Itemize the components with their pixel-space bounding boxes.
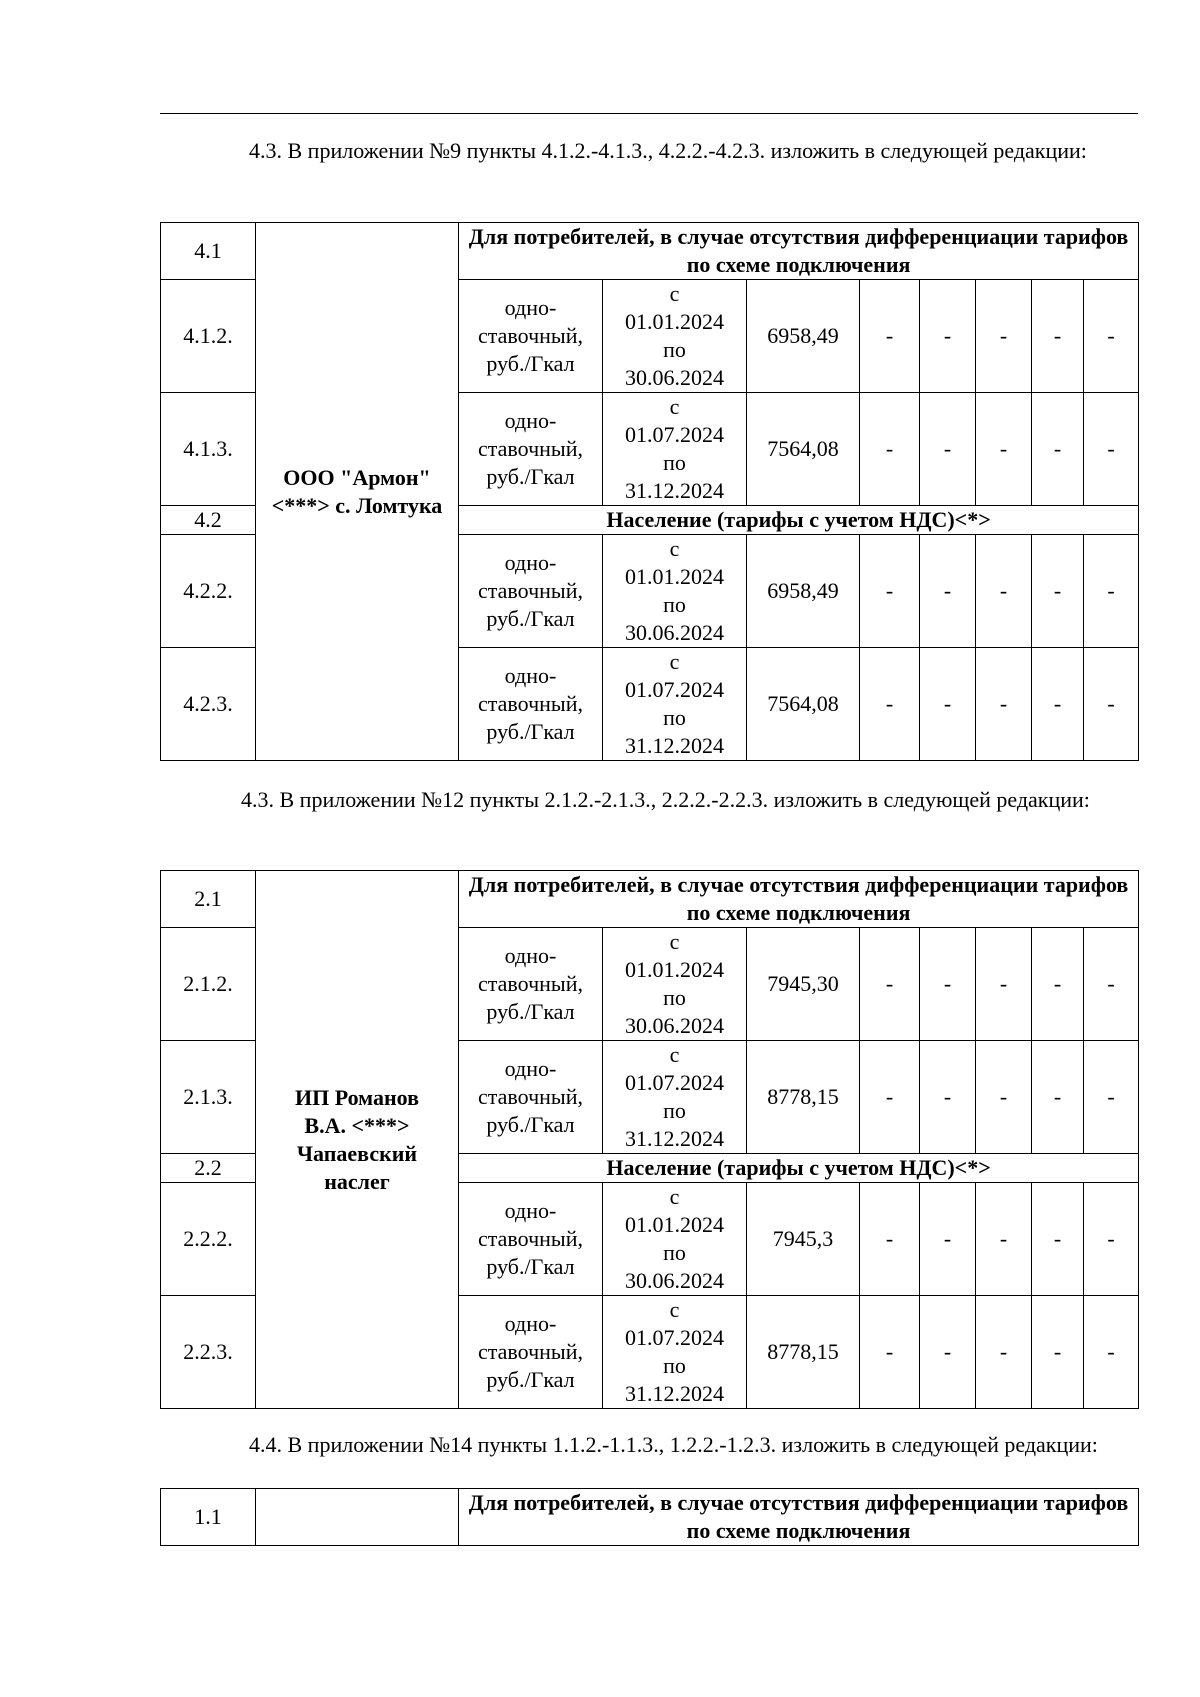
dash-cell: - [1084, 648, 1139, 761]
dash-cell: - [976, 1296, 1032, 1409]
row-code: 4.2.3. [161, 648, 256, 761]
tariff-table [160, 870, 1139, 1409]
dash-cell: - [1084, 928, 1139, 1041]
dash-cell: - [976, 1041, 1032, 1154]
dash-cell: - [1084, 535, 1139, 648]
tariff-value: 8778,15 [747, 1296, 860, 1409]
period-cell [603, 393, 747, 506]
period-cell [603, 1296, 747, 1409]
rate-type: одно-ставочный, руб./Гкал [459, 648, 603, 761]
group-title: Для потребителей, в случае отсутствия дифференциации тарифов по схеме подключения [459, 223, 1139, 280]
group-code: 4.1 [161, 223, 256, 280]
rate-type: одно-ставочный, руб./Гкал [459, 393, 603, 506]
dash-cell: - [1032, 928, 1084, 1041]
rate-type: одно-ставочный, руб./Гкал [459, 1183, 603, 1296]
dash-cell: - [976, 928, 1032, 1041]
period-cell [603, 1183, 747, 1296]
row-code: 4.2.2. [161, 535, 256, 648]
period-to-label: по [663, 337, 686, 362]
dash-cell: - [860, 1183, 920, 1296]
paragraph-text: В приложении №14 пункты 1.1.2.-1.1.3., 1.2.2.-1.2.3. изложить в следующей редакции: [287, 1432, 1098, 1457]
period-cell [603, 1041, 747, 1154]
group-title: Население (тарифы с учетом НДС)<*> [459, 1154, 1139, 1183]
row-code: 2.2.3. [161, 1296, 256, 1409]
dash-cell: - [860, 928, 920, 1041]
group-code: 4.2 [161, 506, 256, 535]
dash-cell: - [920, 648, 976, 761]
dash-cell: - [976, 1183, 1032, 1296]
period-end-date: 31.12.2024 [625, 478, 724, 503]
group-code: 1.1 [161, 1489, 256, 1546]
dash-cell: - [1084, 1296, 1139, 1409]
amendment-paragraph [199, 1431, 1124, 1459]
rate-type: одно-ставочный, руб./Гкал [459, 1041, 603, 1154]
dash-cell: - [1084, 393, 1139, 506]
dash-cell: - [1084, 1183, 1139, 1296]
rate-type: одно-ставочный, руб./Гкал [459, 535, 603, 648]
period-end-date: 31.12.2024 [625, 1126, 724, 1151]
period-to-label: по [663, 1240, 686, 1265]
dash-cell: - [1084, 1041, 1139, 1154]
period-end-date: 30.06.2024 [625, 1013, 724, 1038]
dash-cell: - [1032, 1041, 1084, 1154]
period-start-date: 01.07.2024 [625, 677, 724, 702]
group-code: 2.2 [161, 1154, 256, 1183]
period-end-date: 30.06.2024 [625, 1268, 724, 1293]
tariff-value: 7564,08 [747, 648, 860, 761]
rate-type: одно-ставочный, руб./Гкал [459, 280, 603, 393]
dash-cell: - [1032, 535, 1084, 648]
period-from-label: с [669, 1297, 680, 1322]
period-from-label: с [669, 1042, 680, 1067]
group-title: Для потребителей, в случае отсутствия дифференциации тарифов по схеме подключения [459, 871, 1139, 928]
paragraph-number: 4.4. [249, 1432, 282, 1457]
period-cell [603, 648, 747, 761]
dash-cell: - [860, 1296, 920, 1409]
period-to-label: по [663, 1353, 686, 1378]
period-cell [603, 928, 747, 1041]
period-from-label: с [669, 929, 680, 954]
tariff-value: 7564,08 [747, 393, 860, 506]
dash-cell: - [860, 1041, 920, 1154]
dash-cell: - [920, 1041, 976, 1154]
period-start-date: 01.01.2024 [625, 1212, 724, 1237]
rate-type: одно-ставочный, руб./Гкал [459, 1296, 603, 1409]
paragraph-number: 4.3. [241, 787, 274, 812]
period-from-label: с [669, 281, 680, 306]
period-start-date: 01.01.2024 [625, 564, 724, 589]
dash-cell: - [860, 280, 920, 393]
group-title: Население (тарифы с учетом НДС)<*> [459, 506, 1139, 535]
dash-cell: - [860, 535, 920, 648]
dash-cell: - [976, 280, 1032, 393]
row-code: 2.1.3. [161, 1041, 256, 1154]
dash-cell: - [976, 535, 1032, 648]
organization-cell: ООО "Армон" <***> с. Ломтука [256, 223, 459, 761]
period-to-label: по [663, 1098, 686, 1123]
paragraph-text: В приложении №12 пункты 2.1.2.-2.1.3., 2.2.2.-2.2.3. изложить в следующей редакции: [279, 787, 1090, 812]
dash-cell: - [920, 1296, 976, 1409]
dash-cell: - [920, 1183, 976, 1296]
period-end-date: 31.12.2024 [625, 733, 724, 758]
dash-cell: - [976, 393, 1032, 506]
period-from-label: с [669, 649, 680, 674]
period-from-label: с [669, 1184, 680, 1209]
tariff-value: 7945,3 [747, 1183, 860, 1296]
row-code: 2.1.2. [161, 928, 256, 1041]
paragraph-text: В приложении №9 пункты 4.1.2.-4.1.3., 4.2.2.-4.2.3. изложить в следующей редакции: [287, 138, 1087, 163]
row-code: 4.1.3. [161, 393, 256, 506]
dash-cell: - [1032, 1183, 1084, 1296]
rate-type: одно-ставочный, руб./Гкал [459, 928, 603, 1041]
period-end-date: 31.12.2024 [625, 1381, 724, 1406]
tariff-table [160, 222, 1139, 761]
period-end-date: 30.06.2024 [625, 365, 724, 390]
dash-cell: - [1032, 393, 1084, 506]
header-rule [160, 113, 1138, 114]
amendment-paragraph [199, 137, 1124, 165]
period-end-date: 30.06.2024 [625, 620, 724, 645]
dash-cell: - [1032, 1296, 1084, 1409]
tariff-value: 7945,30 [747, 928, 860, 1041]
group-code: 2.1 [161, 871, 256, 928]
tariff-value: 8778,15 [747, 1041, 860, 1154]
period-start-date: 01.07.2024 [625, 1325, 724, 1350]
dash-cell: - [920, 928, 976, 1041]
period-to-label: по [663, 450, 686, 475]
period-start-date: 01.01.2024 [625, 957, 724, 982]
organization-cell [256, 1489, 459, 1546]
period-to-label: по [663, 705, 686, 730]
tariff-table [160, 1488, 1139, 1546]
row-code: 4.1.2. [161, 280, 256, 393]
period-start-date: 01.07.2024 [625, 1070, 724, 1095]
dash-cell: - [1084, 280, 1139, 393]
period-to-label: по [663, 985, 686, 1010]
dash-cell: - [1032, 648, 1084, 761]
period-start-date: 01.01.2024 [625, 309, 724, 334]
period-to-label: по [663, 592, 686, 617]
group-title: Для потребителей, в случае отсутствия дифференциации тарифов по схеме подключения [459, 1489, 1139, 1546]
dash-cell: - [1032, 280, 1084, 393]
dash-cell: - [920, 280, 976, 393]
organization-cell: ИП Романов В.А. <***> Чапаевский наслег [256, 871, 459, 1409]
period-from-label: с [669, 394, 680, 419]
period-start-date: 01.07.2024 [625, 422, 724, 447]
dash-cell: - [860, 648, 920, 761]
amendment-paragraph [199, 786, 1124, 814]
dash-cell: - [920, 535, 976, 648]
period-cell [603, 535, 747, 648]
tariff-value: 6958,49 [747, 280, 860, 393]
dash-cell: - [920, 393, 976, 506]
dash-cell: - [860, 393, 920, 506]
dash-cell: - [976, 648, 1032, 761]
paragraph-number: 4.3. [249, 138, 282, 163]
period-cell [603, 280, 747, 393]
tariff-value: 6958,49 [747, 535, 860, 648]
period-from-label: с [669, 536, 680, 561]
row-code: 2.2.2. [161, 1183, 256, 1296]
